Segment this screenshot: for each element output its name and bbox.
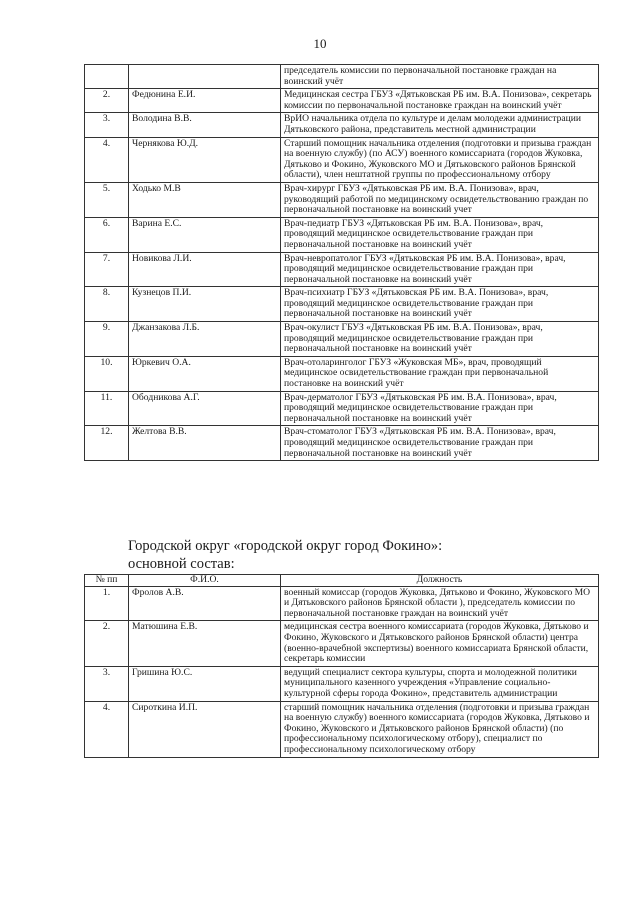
member-position: Медицинская сестра ГБУЗ «Дятьковская РБ им. В.А. Понизова», секретарь комиссии по первоначальной постановке граждан на воинский учёт <box>281 89 599 113</box>
table-row <box>85 217 599 252</box>
header-position: Должность <box>281 575 599 587</box>
header-number: № пп <box>85 575 129 587</box>
member-name: Матюшина Е.В. <box>129 621 281 666</box>
member-position: Врач-отоларинголог ГБУЗ «Жуковская МБ», врач, проводящий медицинское освидетельствование граждан при первоначальной постановке на воинский учёт <box>281 356 599 391</box>
row-number: 7. <box>85 252 129 287</box>
table-header-row <box>85 575 599 587</box>
member-position: старший помощник начальника отделения (подготовки и призыва граждан на военную службу) военного комиссариата (городов Жуковка, Дятьково и Фокино, Жуковского и Дятьковского районов Брянской области) (по профессиональному психологическому отбору), специалист по профессиональному психологическому отбору <box>281 701 599 757</box>
member-position: военный комиссар (городов Жуковка, Дятьково и Фокино, Жуковского МО и Дятьковского районов Брянской области ), председатель комиссии по первоначальной постановке граждан на воинский учёт <box>281 586 599 621</box>
table-row <box>85 113 599 137</box>
member-position: ведущий специалист сектора культуры, спорта и молодежной политики муниципального казенного учреждения «Управление социально-культурной сферы города Фокино», представитель администрации <box>281 666 599 701</box>
member-name: Ободникова А.Г. <box>129 391 281 426</box>
member-name: Володина В.В. <box>129 113 281 137</box>
header-name: Ф.И.О. <box>129 575 281 587</box>
member-position: Врач-психиатр ГБУЗ «Дятьковская РБ им. В.А. Понизова», врач, проводящий медицинское освидетельствование граждан при первоначальной постановке на воинский учёт <box>281 287 599 322</box>
row-number: 2. <box>85 621 129 666</box>
table-row <box>85 252 599 287</box>
table-row <box>85 426 599 461</box>
member-name: Сироткина И.П. <box>129 701 281 757</box>
commission-table-fokino <box>84 574 599 758</box>
row-number: 4. <box>85 137 129 182</box>
row-number: 3. <box>85 113 129 137</box>
member-name: Фролов А.В. <box>129 586 281 621</box>
table-row <box>85 621 599 666</box>
member-position: Врач-хирург ГБУЗ «Дятьковская РБ им. В.А. Понизова», врач, руководящий работой по медицинскому освидетельствованию граждан по первоначальной постановке на воинский учет <box>281 182 599 217</box>
row-number <box>85 65 129 89</box>
member-name: Желтова В.В. <box>129 426 281 461</box>
member-position: Врач-дерматолог ГБУЗ «Дятьковская РБ им. В.А. Понизова», врач, проводящий медицинское освидетельствование граждан при первоначальной постановке на воинский учёт <box>281 391 599 426</box>
table-body <box>85 65 599 461</box>
member-position: Старший помощник начальника отделения (подготовки и призыва граждан на военную службу) (по АСУ) военного комиссариата (городов Жуковка, Дятьково и Фокино, Жуковского МО и Дятьковского районов Брянской области), член нештатной группы по профессиональному отбору <box>281 137 599 182</box>
section-title: Городской округ «городской округ город Фокино»: <box>128 538 443 554</box>
member-name: Чернякова Ю.Д. <box>129 137 281 182</box>
member-name: Юркевич О.А. <box>129 356 281 391</box>
member-name: Ходько М.В <box>129 182 281 217</box>
member-name: Федюнина Е.И. <box>129 89 281 113</box>
member-name: Новикова Л.И. <box>129 252 281 287</box>
member-position: Врач-педиатр ГБУЗ «Дятьковская РБ им. В.А. Понизова», врач, проводящий медицинское освидетельствование граждан при первоначальной постановке на воинский учёт <box>281 217 599 252</box>
table-row <box>85 89 599 113</box>
table-row <box>85 356 599 391</box>
table-row <box>85 701 599 757</box>
table-row <box>85 65 599 89</box>
row-number: 10. <box>85 356 129 391</box>
member-position: Врач-невропатолог ГБУЗ «Дятьковская РБ им. В.А. Понизова», врач, проводящий медицинское освидетельствование граждан при первоначальной постановке на воинский учёт <box>281 252 599 287</box>
member-position: Врач-окулист ГБУЗ «Дятьковская РБ им. В.А. Понизова», врач, проводящий медицинское освидетельствование граждан при первоначальной постановке на воинский учёт <box>281 322 599 357</box>
table-row <box>85 666 599 701</box>
table-row <box>85 322 599 357</box>
row-number: 5. <box>85 182 129 217</box>
member-position: медицинская сестра военного комиссариата (городов Жуковка, Дятьково и Фокино, Жуковского и Дятьковского районов Брянской области) центра (военно-врачебной экспертизы) военного комиссариата Брянской области, секретарь комиссии <box>281 621 599 666</box>
table-body <box>85 586 599 757</box>
row-number: 9. <box>85 322 129 357</box>
member-position: председатель комиссии по первоначальной постановке граждан на воинский учёт <box>281 65 599 89</box>
table-row <box>85 391 599 426</box>
section-subtitle: основной состав: <box>128 556 235 572</box>
row-number: 1. <box>85 586 129 621</box>
member-position: Врач-стоматолог ГБУЗ «Дятьковская РБ им. В.А. Понизова», врач, проводящий медицинское освидетельствование граждан при первоначальной постановке на воинский учёт <box>281 426 599 461</box>
table-row <box>85 137 599 182</box>
row-number: 12. <box>85 426 129 461</box>
member-name: Варина Е.С. <box>129 217 281 252</box>
commission-table-dyatkovo <box>84 64 599 461</box>
row-number: 2. <box>85 89 129 113</box>
table-row <box>85 586 599 621</box>
member-name <box>129 65 281 89</box>
member-name: Кузнецов П.И. <box>129 287 281 322</box>
row-number: 4. <box>85 701 129 757</box>
row-number: 11. <box>85 391 129 426</box>
row-number: 8. <box>85 287 129 322</box>
member-name: Джанзакова Л.Б. <box>129 322 281 357</box>
member-name: Гришина Ю.С. <box>129 666 281 701</box>
table-row <box>85 182 599 217</box>
member-position: ВрИО начальника отдела по культуре и делам молодежи администрации Дятьковского района, представитель местной администрации <box>281 113 599 137</box>
page-number: 10 <box>313 36 327 51</box>
table-row <box>85 287 599 322</box>
row-number: 3. <box>85 666 129 701</box>
row-number: 6. <box>85 217 129 252</box>
